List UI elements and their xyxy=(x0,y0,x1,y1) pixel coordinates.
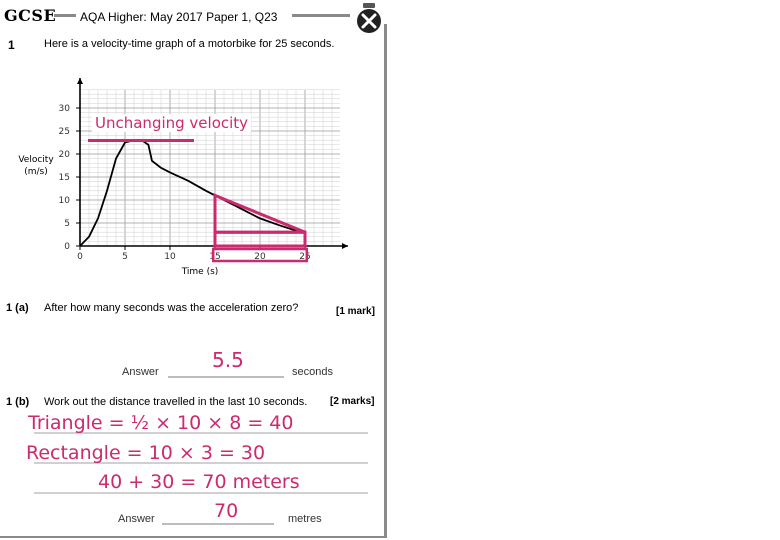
part-a-marks: [1 mark] xyxy=(336,306,375,317)
annotation-underline xyxy=(88,139,194,142)
question-text: Here is a velocity-time graph of a motorbike for 25 seconds. xyxy=(44,38,335,50)
x-tick-label: 20 xyxy=(254,252,266,262)
part-a-question: After how many seconds was the acceleration zero? xyxy=(44,302,299,314)
velocity-curve xyxy=(80,140,301,246)
part-a-answer-value[interactable]: 5.5 xyxy=(212,348,244,372)
paper-reference: AQA Higher: May 2017 Paper 1, Q23 xyxy=(80,10,278,24)
x-tick-label: 10 xyxy=(164,252,176,262)
x-tick-label: 25 xyxy=(299,252,311,262)
x-axis-arrow xyxy=(342,243,348,249)
y-tick-label: 0 xyxy=(64,242,70,252)
y-tick-label: 25 xyxy=(58,127,70,137)
part-b-unit: metres xyxy=(288,513,322,525)
y-axis-label-line1: Velocity xyxy=(18,155,54,165)
part-b-marks: [2 marks] xyxy=(330,396,375,407)
part-b-answer-value[interactable]: 70 xyxy=(214,500,239,522)
x-tick-label: 5 xyxy=(122,252,128,262)
y-tick-label: 5 xyxy=(64,219,70,229)
working-line-2[interactable]: Rectangle = 10 × 3 = 30 xyxy=(26,442,266,464)
question-number: 1 xyxy=(8,38,15,52)
y-axis-label-line2: (m/s) xyxy=(24,167,48,177)
part-b-question: Work out the distance travelled in the last 10 seconds. xyxy=(44,396,308,408)
part-a-unit: seconds xyxy=(292,366,333,378)
part-a-label: 1 (a) xyxy=(6,302,29,314)
y-tick-label: 15 xyxy=(58,173,70,183)
working-line-1[interactable]: Triangle = ½ × 10 × 8 = 40 xyxy=(28,412,294,434)
exam-logo-icon xyxy=(354,2,384,34)
y-tick-label: 20 xyxy=(58,150,70,160)
velocity-time-graph xyxy=(0,60,390,285)
y-axis-arrow xyxy=(77,78,83,84)
brand-title: GCSE xyxy=(4,6,57,25)
part-b-answer-line xyxy=(162,523,274,525)
part-b-label: 1 (b) xyxy=(6,396,30,408)
x-axis-label: Time (s) xyxy=(181,267,219,277)
x-tick-label: 0 xyxy=(77,252,83,262)
part-b-answer-label: Answer xyxy=(118,513,155,525)
working-line-3[interactable]: 40 + 30 = 70 meters xyxy=(98,471,300,493)
part-a-answer-label: Answer xyxy=(122,366,159,378)
x-tick-label: 15 xyxy=(209,252,221,262)
part-a-answer-line xyxy=(168,376,284,378)
graph-curve xyxy=(80,140,301,246)
unchanging-velocity-note: Unchanging velocity xyxy=(92,114,251,132)
y-tick-label: 10 xyxy=(58,196,70,206)
y-tick-label: 30 xyxy=(58,104,70,114)
